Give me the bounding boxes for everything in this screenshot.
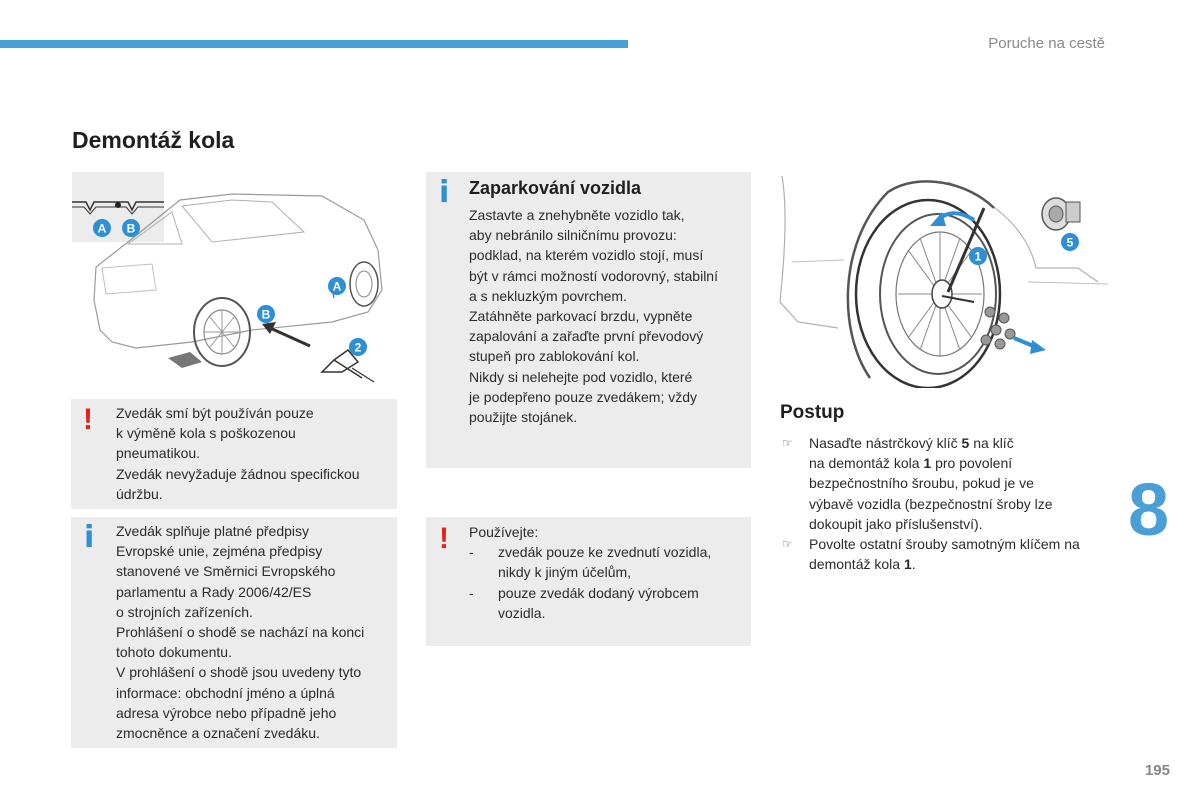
text-line: aby nebránilo silničnímu provozu: xyxy=(469,227,677,244)
text-line: výbavě vozidla (bezpečnostní šroby lze xyxy=(809,495,1053,512)
pointing-hand-icon: ☞ xyxy=(782,436,793,450)
info-box-parking xyxy=(426,172,751,468)
info-text xyxy=(469,205,749,427)
warning-icon: ! xyxy=(439,522,449,555)
warning-text xyxy=(469,522,749,623)
badge-a-car xyxy=(328,277,346,295)
text-line: pneumatikou. xyxy=(116,445,201,462)
procedure-step xyxy=(780,534,1120,574)
text-line: Zatáhněte parkovací brzdu, vypněte xyxy=(469,308,693,325)
dash-marker: - xyxy=(469,584,474,601)
text-line: stanovené ve Směrnici Evropského xyxy=(116,563,336,580)
text-line: Nasaďte nástrčkový klíč 5 na klíč xyxy=(809,435,1014,451)
info-text xyxy=(116,521,394,743)
text-line: zapalování a zařaďte první převodový xyxy=(469,328,704,345)
pointing-hand-icon: ☞ xyxy=(782,537,793,552)
text-line: zvedák pouze ke zvednutí vozidla, xyxy=(498,544,712,561)
badge-2-jack xyxy=(349,338,367,356)
warning-icon: ! xyxy=(83,403,93,436)
text-line: stupeň pro zablokování kol. xyxy=(469,348,640,365)
procedure-step xyxy=(780,433,1120,534)
svg-text:B: B xyxy=(261,307,271,322)
svg-text:A: A xyxy=(97,221,107,236)
info-box-regulations xyxy=(71,517,397,748)
list-item xyxy=(469,583,749,623)
text-line: na demontáž kola 1 pro povolení xyxy=(809,455,1013,472)
chapter-number: 8 xyxy=(1128,468,1170,551)
header-accent-bar xyxy=(0,40,628,48)
warning-box-jack-use xyxy=(71,399,397,509)
text-line: použijte stojánek. xyxy=(469,409,578,426)
text-line: Zvedák nevyžaduje žádnou specifickou xyxy=(116,465,360,482)
page-number: 195 xyxy=(1144,762,1170,779)
list-item xyxy=(469,542,749,582)
text-line: Používejte: xyxy=(469,524,539,540)
svg-text:2: 2 xyxy=(354,340,362,355)
svg-text:1: 1 xyxy=(974,249,982,264)
text-line: Povolte ostatní šrouby samotným klíčem na xyxy=(809,536,1080,553)
text-line: vozidla. xyxy=(498,604,546,621)
text-line: pouze zvedák dodaný výrobcem xyxy=(498,584,699,601)
text-line: parlamentu a Rady 2006/42/ES xyxy=(116,583,312,600)
text-line: a s nekluzkým povrchem. xyxy=(469,287,627,304)
text-line: demontáž kola 1. xyxy=(809,556,916,573)
badge-a-detail xyxy=(93,219,111,237)
text-line: být v rámci možností vodorovný, stabilní xyxy=(469,267,718,284)
badge-b-detail xyxy=(122,219,140,237)
text-line: Zastavte a znehybněte vozidlo tak, xyxy=(469,207,685,223)
text-line: nikdy k jiným účelům, xyxy=(498,564,632,581)
warning-box-jack-usage xyxy=(426,517,751,646)
text-line: o strojních zařízeních. xyxy=(116,603,253,620)
section-title: Demontáž kola xyxy=(72,127,235,153)
usage-list xyxy=(469,542,749,623)
box-title: Zaparkování vozidla xyxy=(469,178,642,198)
text-line: dokoupit jako příslušenství). xyxy=(809,515,983,532)
badge-b-car xyxy=(257,305,275,323)
text-line: Evropské unie, zejména předpisy xyxy=(116,543,323,560)
text-line: tohoto dokumentu. xyxy=(116,644,232,661)
text-line: adresa výrobce nebo případně jeho xyxy=(116,704,337,721)
text-line: zmocněnce a označení zvedáku. xyxy=(116,725,320,742)
info-icon: i xyxy=(84,520,95,555)
svg-text:B: B xyxy=(126,221,136,236)
text-line: Zvedák smí být používán pouze xyxy=(116,405,314,421)
text-line: k výměně kola s poškozenou xyxy=(116,425,296,442)
procedure-title: Postup xyxy=(780,402,845,423)
text-line: Prohlášení o shodě se nachází na konci xyxy=(116,624,365,641)
text-line: V prohlášení o shodě jsou uvedeny tyto xyxy=(116,664,362,681)
badge-5-socket xyxy=(1061,233,1079,251)
chapter-label: Poruche na cestě xyxy=(988,35,1105,52)
dash-marker: - xyxy=(469,544,474,561)
procedure-list xyxy=(780,433,1120,574)
text-line: je podepřeno pouze zvedákem; vždy xyxy=(469,388,698,405)
text-line: údržbu. xyxy=(116,485,163,502)
svg-text:5: 5 xyxy=(1066,235,1074,250)
text-line: bezpečnostního šroubu, pokud je ve xyxy=(809,475,1034,492)
text-line: informace: obchodní jméno a úplná xyxy=(116,684,335,701)
info-icon: i xyxy=(439,175,450,210)
text-line: Zvedák splňuje platné předpisy xyxy=(116,523,310,539)
svg-text:A: A xyxy=(332,279,342,294)
warning-text xyxy=(116,403,394,504)
car-jack-illustration xyxy=(72,172,392,388)
text-line: podklad, na kterém vozidlo stojí, musí xyxy=(469,247,704,264)
badge-1-wrench xyxy=(969,247,987,265)
text-line: Nikdy si nelehejte pod vozidlo, které xyxy=(469,368,693,385)
wheel-removal-illustration xyxy=(778,172,1118,388)
